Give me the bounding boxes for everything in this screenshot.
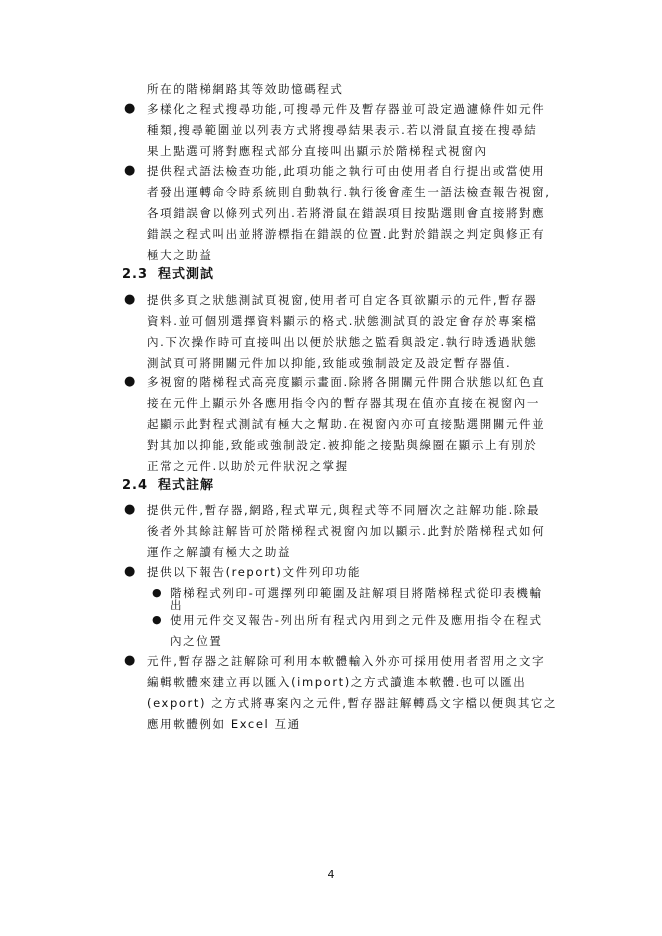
s24-bullet-3-line-2: 編輯軟體來建立再以匯入(import)之方式讀進本軟體.也可以匯出 bbox=[147, 675, 527, 689]
sub-bullet-2-line-2: 內之位置 bbox=[170, 634, 223, 648]
s24-bullet-1-line-1: 提供元件,暫存器,網路,程式單元,與程式等不同層次之註解功能.除最 bbox=[147, 503, 541, 517]
s23-bullet-1-line-3: 內.下次操作時可直接叫出以便於狀態之監看與設定.執行時透過狀態 bbox=[147, 335, 538, 349]
bullet-marker: ● bbox=[124, 374, 136, 389]
s23-bullet-2-line-2: 接在元件上顯示外各應用指令內的暫存器其現在值亦直接在視窗內一 bbox=[147, 396, 540, 410]
intro-line: 所在的階梯網路其等效助憶碼程式 bbox=[147, 82, 344, 96]
section-title: 程式註解 bbox=[158, 478, 215, 493]
bullet-2-line-1: 提供程式語法檢查功能,此項功能之執行可由使用者自行提出或當使用 bbox=[147, 164, 546, 178]
bullet-1-line-1: 多樣化之程式搜尋功能,可搜尋元件及暫存器並可設定過濾條件如元件 bbox=[147, 102, 546, 116]
page-number: 4 bbox=[327, 868, 335, 881]
section-number: 2.4 bbox=[122, 478, 149, 493]
bullet-marker: ● bbox=[124, 653, 136, 668]
bullet-2-line-3: 各項錯誤會以條列式列出.若將滑鼠在錯誤項目按點選則會直接將對應 bbox=[147, 206, 546, 220]
s24-bullet-3-line-3: (export) 之方式將專案內之元件,暫存器註解轉爲文字檔以便與其它之 bbox=[147, 696, 558, 710]
sub-bullet-2-line-1: 使用元件交叉報告-列出所有程式內用到之元件及應用指令在程式 bbox=[170, 613, 543, 627]
bullet-1-line-2: 種類,搜尋範圍並以列表方式將搜尋結果表示.若以滑鼠直接在搜尋結 bbox=[147, 123, 538, 137]
s23-bullet-2-line-4: 對其加以抑能,致能或強制設定.被抑能之接點與線圈在顯示上有別於 bbox=[147, 438, 538, 452]
section-heading-2-4 bbox=[122, 478, 214, 494]
bullet-1-line-3: 果上點選可將對應程式部分直接叫出顯示於階梯程式視窗內 bbox=[147, 144, 488, 158]
bullet-2-line-5: 極大之助益 bbox=[147, 248, 213, 262]
s23-bullet-1-line-2: 資料.並可個別選擇資料顯示的格式.狀態測試頁的設定會存於專案檔 bbox=[147, 314, 538, 328]
s23-bullet-2-line-5: 正常之元件.以助於元件狀況之掌握 bbox=[147, 459, 349, 473]
section-title: 程式測試 bbox=[158, 267, 215, 282]
sub-bullet-marker: ● bbox=[152, 586, 162, 599]
s24-bullet-2-line-1: 提供以下報告(report)文件列印功能 bbox=[147, 565, 362, 579]
bullet-marker: ● bbox=[124, 502, 136, 517]
s24-bullet-3-line-4: 應用軟體例如 Excel 互通 bbox=[147, 717, 301, 731]
bullet-marker: ● bbox=[124, 292, 136, 307]
sub-bullet-1-line-1: 階梯程式列印-可選擇列印範圍及註解項目將階梯程式從印表機輸 bbox=[170, 586, 543, 600]
section-number: 2.3 bbox=[122, 267, 149, 282]
bullet-marker: ● bbox=[124, 163, 136, 178]
s24-bullet-1-line-3: 運作之解讀有極大之助益 bbox=[147, 545, 292, 559]
s23-bullet-2-line-1: 多視窗的階梯程式高亮度顯示畫面.除將各開關元件開合狀態以紅色直 bbox=[147, 375, 546, 389]
s23-bullet-2-line-3: 起顯示此對程式測試有極大之幫助.在視窗內亦可直接點選開關元件並 bbox=[147, 417, 546, 431]
sub-bullet-1-line-2: 出 bbox=[170, 598, 184, 612]
bullet-2-line-2: 者發出運轉命令時系統則自動執行.執行後會產生一語法檢查報告視窗, bbox=[147, 185, 551, 199]
bullet-marker: ● bbox=[124, 101, 136, 116]
bullet-2-line-4: 錯誤之程式叫出並將游標指在錯誤的位置.此對於錯誤之判定與修正有 bbox=[147, 227, 546, 241]
s23-bullet-1-line-1: 提供多頁之狀態測試頁視窗,使用者可自定各頁欲顯示的元件,暫存器 bbox=[147, 293, 538, 307]
s24-bullet-1-line-2: 後者外其餘註解皆可於階梯程式視窗內加以顯示.此對於階梯程式如何 bbox=[147, 524, 546, 538]
section-heading-2-3 bbox=[122, 267, 214, 283]
sub-bullet-marker: ● bbox=[152, 613, 162, 626]
bullet-marker: ● bbox=[124, 564, 136, 579]
s23-bullet-1-line-4: 測試頁可將開關元件加以抑能,致能或強制設定及設定暫存器值. bbox=[147, 356, 512, 370]
s24-bullet-3-line-1: 元件,暫存器之註解除可利用本軟體輸入外亦可採用使用者習用之文字 bbox=[147, 654, 546, 668]
